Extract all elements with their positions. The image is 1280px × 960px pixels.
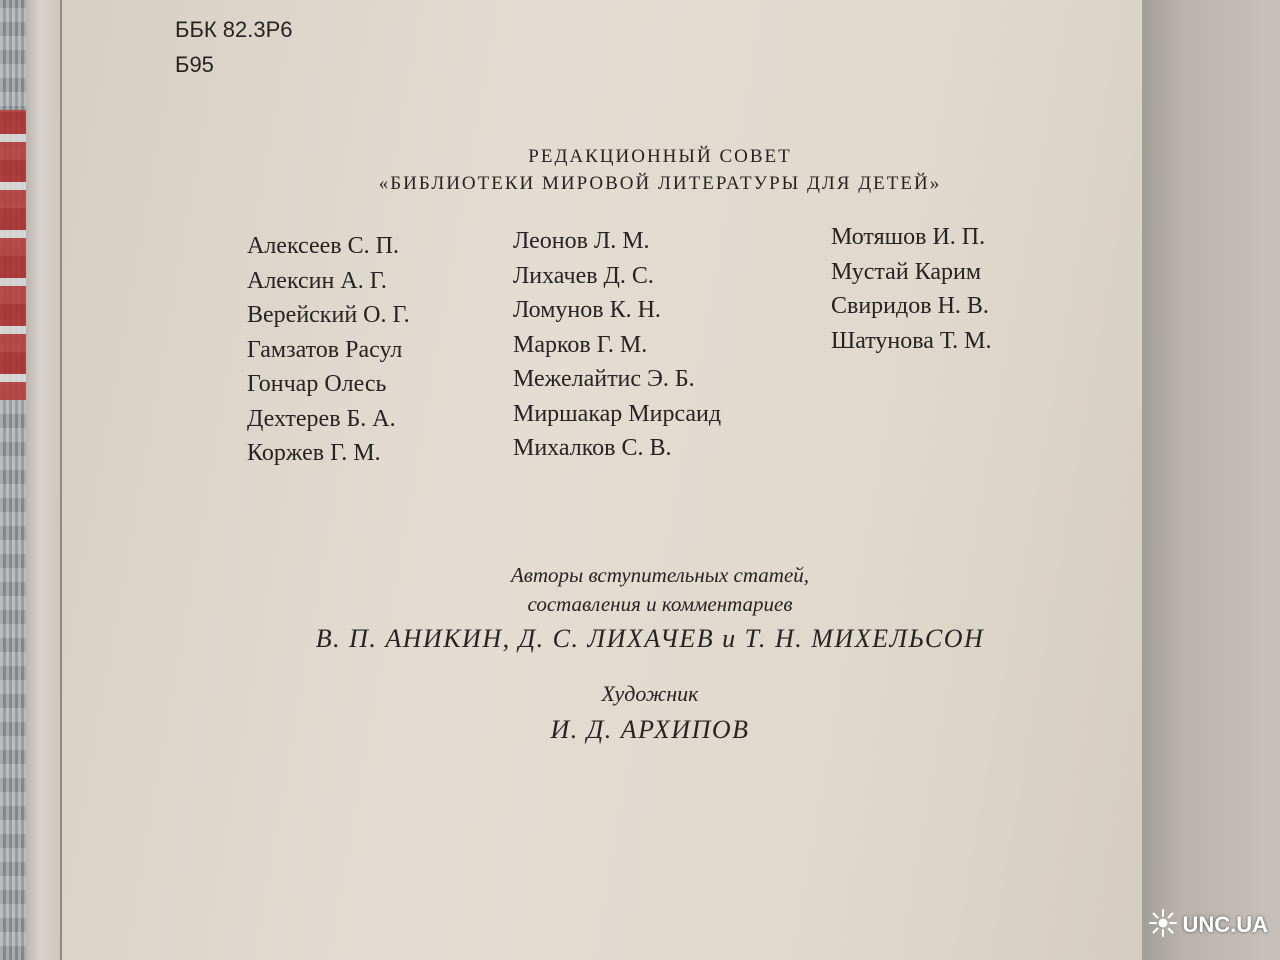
council-member: Мустай Карим [831, 258, 982, 285]
council-member: Коржев Г. М. [247, 440, 381, 466]
council-member: Алексеев С. П. [247, 233, 399, 259]
council-member: Гончар Олесь [247, 371, 387, 397]
council-column-2 [513, 224, 721, 466]
sun-logo-icon [1148, 908, 1178, 938]
council-member: Дехтерев Б. А. [247, 405, 396, 432]
council-member: Верейский О. Г. [247, 302, 410, 328]
authors-label-line2: составления и комментариев [527, 592, 793, 616]
watermark-text: UNC.UA [1182, 912, 1268, 937]
council-subtitle: «БИБЛИОТЕКИ МИРОВОЙ ЛИТЕРАТУРЫ ДЛЯ ДЕТЕЙ» [378, 173, 942, 194]
right-page-edge [1142, 0, 1280, 960]
book-page [62, 0, 1142, 960]
watermark [1182, 912, 1268, 938]
artist-name: И. Д. АРХИПОВ [550, 715, 750, 744]
artist-label: Художник [601, 681, 699, 706]
council-column-3 [831, 220, 992, 358]
council-column-1 [247, 229, 410, 471]
council-member: Свиридов Н. В. [831, 293, 989, 319]
council-member: Межелайтис Э. Б. [513, 366, 695, 392]
council-member: Шатунова Т. М. [831, 327, 992, 354]
council-member: Гамзатов Расул [247, 336, 403, 363]
page-edge [26, 0, 62, 960]
authors-names: В. П. АНИКИН, Д. С. ЛИХАЧЕВ и Т. Н. МИХЕЛЬСОН [315, 624, 985, 653]
council-member: Леонов Л. М. [513, 228, 650, 254]
council-member: Ломунов К. Н. [513, 297, 661, 323]
author-code: Б95 [175, 52, 214, 77]
council-member: Лихачев Д. С. [513, 262, 654, 289]
council-member: Михалков С. В. [513, 435, 672, 461]
council-title: РЕДАКЦИОННЫЙ СОВЕТ [528, 146, 792, 167]
council-member: Мотяшов И. П. [831, 224, 986, 250]
council-member: Алексин А. Г. [247, 267, 387, 294]
council-member: Миршакар Мирсаид [513, 400, 722, 427]
bbk-code: ББК 82.3Р6 [175, 17, 293, 42]
authors-label-line1: Авторы вступительных статей, [510, 563, 810, 587]
council-member: Марков Г. М. [513, 331, 648, 358]
